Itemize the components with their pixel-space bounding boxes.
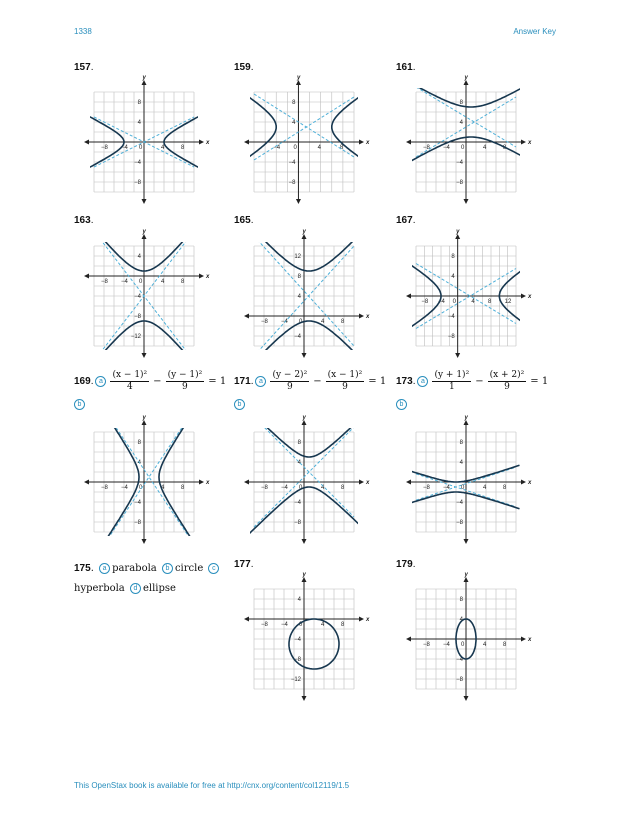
y-axis-arrow bbox=[302, 353, 307, 358]
x-tick-label: 8 bbox=[503, 145, 507, 151]
graph-161 bbox=[406, 75, 532, 206]
curve bbox=[242, 487, 372, 541]
y-tick-label: −8 bbox=[456, 677, 463, 683]
x-axis-arrow bbox=[359, 140, 364, 145]
graph-159 bbox=[244, 75, 370, 206]
x-tick-label: −8 bbox=[423, 642, 430, 648]
graph-177 bbox=[244, 572, 370, 703]
x-tick-label: −8 bbox=[261, 319, 268, 325]
y-axis-label: y bbox=[142, 229, 146, 235]
x-tick-label: −4 bbox=[281, 319, 288, 325]
x-axis-arrow bbox=[244, 617, 249, 622]
y-tick-label: −4 bbox=[288, 160, 296, 166]
y-tick-label: 12 bbox=[294, 254, 301, 260]
y-tick-label: −4 bbox=[456, 160, 463, 166]
x-tick-label: 0 bbox=[293, 145, 297, 151]
plot-area bbox=[389, 464, 519, 510]
part-a-marker: a bbox=[255, 376, 266, 387]
x-tick-label: 12 bbox=[504, 299, 512, 305]
y-tick-label: −4 bbox=[456, 657, 463, 663]
y-tick-label: −8 bbox=[294, 520, 301, 526]
x-tick-label: −4 bbox=[443, 642, 450, 648]
curve bbox=[242, 404, 372, 458]
problem-161-label: 161. bbox=[396, 62, 416, 73]
x-tick-label: −8 bbox=[421, 299, 429, 305]
x-axis-label: x bbox=[366, 314, 370, 320]
x-tick-label: −8 bbox=[261, 485, 268, 491]
x-tick-label: 0 bbox=[299, 622, 303, 628]
x-tick-label: −8 bbox=[101, 485, 108, 491]
problem-173-answer: 173. a $\frac{\text{(y + 1)²}}{1}$ − $\frac{\text{(x + 2)²}}{9}$ = 1 bbox=[396, 370, 549, 392]
x-tick-label: 0 bbox=[139, 145, 143, 151]
problem-169-label: 169. bbox=[74, 376, 94, 387]
fraction: $\frac{\text{(x + 2)²}}{9}$ bbox=[489, 370, 525, 392]
curve bbox=[55, 321, 229, 410]
y-tick-label: −8 bbox=[294, 657, 301, 663]
x-axis-arrow bbox=[406, 294, 411, 299]
x-tick-label: 4 bbox=[161, 485, 165, 491]
part-a-marker: a bbox=[99, 563, 110, 574]
x-axis-arrow bbox=[406, 140, 411, 145]
y-tick-label: −8 bbox=[288, 180, 296, 186]
x-tick-label: 0 bbox=[452, 299, 457, 305]
x-tick-label: −4 bbox=[121, 279, 128, 285]
x-tick-label: 0 bbox=[461, 145, 465, 151]
curve bbox=[499, 222, 603, 374]
y-tick-label: −8 bbox=[134, 314, 141, 320]
y-tick-label: 4 bbox=[292, 120, 296, 126]
problem-163-label: 163. bbox=[74, 215, 94, 226]
x-tick-label: −4 bbox=[281, 622, 288, 628]
y-tick-label: 8 bbox=[292, 100, 296, 106]
curve bbox=[389, 492, 519, 510]
x-axis-arrow bbox=[199, 140, 204, 145]
y-tick-label: 8 bbox=[459, 597, 463, 603]
x-tick-label: −4 bbox=[438, 299, 445, 305]
y-tick-label: −4 bbox=[447, 314, 455, 320]
x-tick-label: 8 bbox=[341, 485, 345, 491]
x-tick-label: −4 bbox=[443, 145, 450, 151]
graph-169 bbox=[84, 415, 210, 546]
x-axis-label: x bbox=[366, 140, 370, 146]
y-tick-label: 8 bbox=[459, 440, 463, 446]
y-tick-label: 4 bbox=[137, 254, 141, 260]
x-tick-label: 8 bbox=[503, 642, 507, 648]
y-tick-label: 4 bbox=[297, 597, 301, 603]
y-axis-arrow bbox=[455, 353, 460, 358]
curve bbox=[209, 321, 405, 410]
y-tick-label: −8 bbox=[456, 180, 463, 186]
y-axis-arrow bbox=[142, 353, 147, 358]
fraction: $\frac{\text{(y + 1)²}}{1}$ bbox=[434, 370, 470, 392]
x-axis-arrow bbox=[244, 140, 249, 145]
y-tick-label: 4 bbox=[297, 294, 301, 300]
problem-177-label: 177. bbox=[234, 559, 254, 570]
x-axis-arrow bbox=[84, 140, 89, 145]
answer-b-text: circle bbox=[174, 563, 204, 574]
y-tick-label: −4 bbox=[294, 637, 301, 643]
x-tick-label: 4 bbox=[321, 622, 325, 628]
y-tick-label: −12 bbox=[130, 334, 141, 340]
x-tick-label: 0 bbox=[299, 485, 303, 491]
asymptote-line bbox=[254, 94, 354, 157]
x-tick-label: −4 bbox=[273, 145, 281, 151]
y-tick-label: 4 bbox=[137, 460, 141, 466]
part-d-marker: d bbox=[130, 583, 141, 594]
x-tick-label: 8 bbox=[341, 319, 345, 325]
curve bbox=[360, 137, 577, 191]
x-tick-label: 0 bbox=[461, 642, 465, 648]
footer-text: This OpenStax book is available for free at http://cnx.org/content/col12119/1.5 bbox=[74, 781, 350, 790]
x-tick-label: 8 bbox=[488, 299, 492, 305]
problem-165-label: 165. bbox=[234, 215, 254, 226]
part-b-marker: b bbox=[162, 563, 173, 574]
x-tick-label: −8 bbox=[261, 622, 268, 628]
x-axis-arrow bbox=[521, 480, 526, 485]
answer-d-text: ellipse bbox=[142, 583, 176, 594]
problem-173-label: 173. bbox=[396, 376, 416, 387]
y-tick-label: −12 bbox=[290, 677, 301, 683]
y-tick-label: 4 bbox=[137, 120, 141, 126]
y-axis-label: y bbox=[464, 75, 468, 81]
graph-171 bbox=[244, 415, 370, 546]
x-axis-arrow bbox=[244, 314, 249, 319]
x-axis-arrow bbox=[359, 314, 364, 319]
y-tick-label: −8 bbox=[447, 334, 455, 340]
y-tick-label: −8 bbox=[134, 180, 141, 186]
y-axis-label: y bbox=[296, 75, 301, 81]
curve bbox=[360, 54, 577, 108]
part-a-marker: a bbox=[417, 376, 428, 387]
x-tick-label: 4 bbox=[483, 642, 487, 648]
x-tick-label: 0 bbox=[139, 485, 143, 491]
y-axis-label: y bbox=[464, 415, 468, 421]
x-axis-arrow bbox=[244, 480, 249, 485]
graph-165 bbox=[244, 229, 370, 360]
x-axis-arrow bbox=[521, 140, 526, 145]
x-axis-label: x bbox=[206, 480, 210, 486]
x-tick-label: 0 bbox=[299, 319, 303, 325]
x-axis-label: x bbox=[366, 617, 370, 623]
part-a-marker: a bbox=[95, 376, 106, 387]
part-b-marker: b bbox=[234, 399, 245, 410]
x-tick-label: −8 bbox=[101, 145, 108, 151]
x-tick-label: 0 bbox=[461, 485, 465, 491]
y-tick-label: −8 bbox=[134, 520, 141, 526]
y-axis-arrow bbox=[142, 199, 147, 204]
x-axis-label: x bbox=[528, 140, 532, 146]
y-tick-label: 4 bbox=[459, 120, 463, 126]
y-axis-label: y bbox=[456, 229, 460, 235]
page-number: 1338 bbox=[74, 27, 92, 36]
y-axis-label: y bbox=[302, 415, 306, 421]
y-tick-label: 4 bbox=[459, 617, 463, 623]
y-tick-label: 4 bbox=[451, 274, 455, 280]
part-b-marker: b bbox=[396, 399, 407, 410]
y-tick-label: 8 bbox=[137, 440, 141, 446]
x-tick-label: −4 bbox=[121, 485, 128, 491]
x-axis-label: x bbox=[206, 140, 210, 146]
y-axis-label: y bbox=[142, 415, 146, 421]
y-tick-label: 8 bbox=[137, 100, 141, 106]
x-tick-label: 8 bbox=[341, 622, 345, 628]
problem-171-label: 171. bbox=[234, 376, 254, 387]
y-axis-arrow bbox=[464, 696, 469, 701]
y-tick-label: −4 bbox=[134, 294, 141, 300]
fraction: $\frac{\text{(y − 2)²}}{9}$ bbox=[272, 370, 308, 392]
x-tick-label: −8 bbox=[101, 279, 108, 285]
problem-179-label: 179. bbox=[396, 559, 416, 570]
x-tick-label: 4 bbox=[321, 485, 325, 491]
fraction: $\frac{\text{(x − 1)²}}{4}$ bbox=[112, 370, 148, 392]
x-tick-label: −8 bbox=[423, 145, 430, 151]
x-axis-arrow bbox=[406, 637, 411, 642]
x-axis-arrow bbox=[84, 274, 89, 279]
problem-169-answer: 169. a $\frac{\text{(x − 1)²}}{4}$ − $\frac{\text{(y − 1)²}}{9}$ = 1 bbox=[74, 370, 227, 392]
x-tick-label: 8 bbox=[181, 145, 185, 151]
y-tick-label: 8 bbox=[451, 254, 455, 260]
x-tick-label: 4 bbox=[471, 299, 475, 305]
x-tick-label: 8 bbox=[503, 485, 507, 491]
problem-167-label: 167. bbox=[396, 215, 416, 226]
x-axis-arrow bbox=[84, 480, 89, 485]
x-tick-label: 4 bbox=[161, 279, 165, 285]
x-axis-label: x bbox=[366, 480, 370, 486]
x-tick-label: 4 bbox=[321, 319, 325, 325]
problem-157-label: 157. bbox=[74, 62, 94, 73]
x-tick-label: 8 bbox=[181, 485, 185, 491]
y-tick-label: 4 bbox=[459, 460, 463, 466]
y-tick-label: −4 bbox=[134, 500, 141, 506]
answer-c-text: hyperbola bbox=[74, 583, 125, 594]
x-axis-arrow bbox=[199, 480, 204, 485]
x-axis-label: x bbox=[528, 480, 532, 486]
x-tick-label: 4 bbox=[161, 145, 165, 151]
graph-167 bbox=[406, 229, 532, 360]
x-axis-label: x bbox=[528, 637, 532, 643]
x-tick-label: −8 bbox=[423, 485, 430, 491]
x-tick-label: 4 bbox=[483, 485, 487, 491]
y-axis-label: y bbox=[142, 75, 146, 81]
y-axis-arrow bbox=[464, 199, 469, 204]
x-axis-arrow bbox=[199, 274, 204, 279]
x-tick-label: 4 bbox=[483, 145, 487, 151]
x-tick-label: −4 bbox=[443, 485, 450, 491]
part-b-marker: b bbox=[74, 399, 85, 410]
x-tick-label: 8 bbox=[181, 279, 185, 285]
x-axis-arrow bbox=[406, 480, 411, 485]
y-axis-arrow bbox=[302, 696, 307, 701]
x-axis-label: x bbox=[206, 274, 210, 280]
y-axis-arrow bbox=[302, 539, 307, 544]
problem-175-answer: 175. a parabola b circle c hyperbola d ellipse bbox=[74, 559, 234, 599]
y-tick-label: −4 bbox=[134, 160, 141, 166]
y-tick-label: −4 bbox=[456, 500, 463, 506]
x-tick-label: 4 bbox=[317, 145, 322, 151]
y-axis-label: y bbox=[302, 572, 306, 578]
y-tick-label: −4 bbox=[294, 500, 301, 506]
y-tick-label: 8 bbox=[297, 440, 301, 446]
problem-159-label: 159. bbox=[234, 62, 254, 73]
x-axis-arrow bbox=[359, 617, 364, 622]
curve bbox=[389, 464, 519, 482]
x-tick-label: 8 bbox=[339, 145, 344, 151]
fraction: $\frac{\text{(x − 1)²}}{9}$ bbox=[327, 370, 363, 392]
fraction: $\frac{\text{(y − 1)²}}{9}$ bbox=[167, 370, 203, 392]
y-tick-label: 8 bbox=[459, 100, 463, 106]
y-tick-label: 4 bbox=[297, 460, 301, 466]
x-tick-label: −4 bbox=[281, 485, 288, 491]
curve bbox=[159, 414, 195, 544]
x-axis-arrow bbox=[521, 294, 526, 299]
x-axis-arrow bbox=[521, 637, 526, 642]
answer-a-text: parabola bbox=[112, 563, 157, 574]
y-axis-label: y bbox=[464, 572, 468, 578]
graph-163 bbox=[84, 229, 210, 360]
y-axis-arrow bbox=[142, 539, 147, 544]
plot-area bbox=[337, 222, 604, 374]
part-c-marker: c bbox=[208, 563, 219, 574]
y-axis-arrow bbox=[296, 199, 301, 204]
x-tick-label: 0 bbox=[139, 279, 143, 285]
y-tick-label: 8 bbox=[297, 274, 301, 280]
graph-179 bbox=[406, 572, 532, 703]
graph-157 bbox=[84, 75, 210, 206]
x-axis-label: x bbox=[528, 294, 532, 300]
y-tick-label: −8 bbox=[456, 520, 463, 526]
problem-171-answer: 171. a $\frac{\text{(y − 2)²}}{9}$ − $\frac{\text{(x − 1)²}}{9}$ = 1 bbox=[234, 370, 387, 392]
y-axis-label: y bbox=[302, 229, 306, 235]
y-axis-arrow bbox=[464, 539, 469, 544]
page-title: Answer Key bbox=[513, 27, 556, 36]
y-tick-label: −4 bbox=[294, 334, 301, 340]
graph-173 bbox=[406, 415, 532, 546]
x-axis-arrow bbox=[359, 480, 364, 485]
x-tick-label: −4 bbox=[121, 145, 128, 151]
